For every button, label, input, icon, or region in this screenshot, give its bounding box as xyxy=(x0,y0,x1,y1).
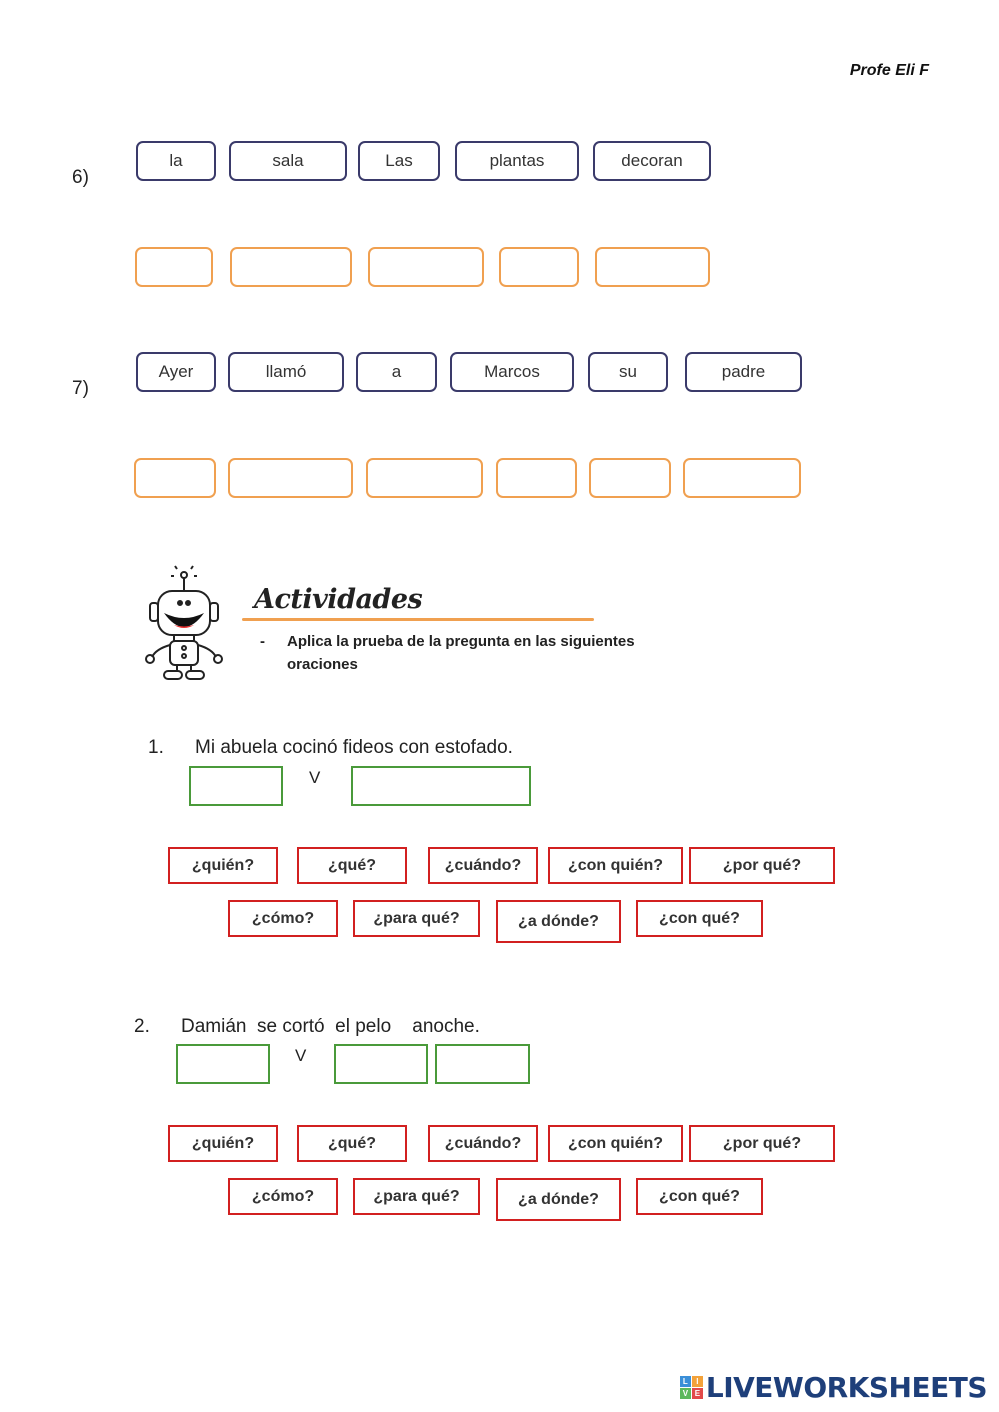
answer-slot[interactable] xyxy=(368,247,484,287)
question-chip[interactable]: ¿para qué? xyxy=(353,1178,480,1215)
robot-illustration xyxy=(142,565,228,683)
answer-box-subject[interactable] xyxy=(189,766,283,806)
question-chip[interactable]: ¿quién? xyxy=(168,1125,278,1162)
word-tile[interactable]: la xyxy=(136,141,216,181)
question-chip[interactable]: ¿cómo? xyxy=(228,1178,338,1215)
question-chip[interactable]: ¿con quién? xyxy=(548,847,683,884)
q1-v-label: V xyxy=(309,768,321,787)
question-chip[interactable]: ¿cómo? xyxy=(228,900,338,937)
instruction-dash: - xyxy=(260,633,265,650)
word-tile[interactable]: Las xyxy=(358,141,440,181)
question-chip[interactable]: ¿a dónde? xyxy=(496,900,621,943)
answer-box-subject[interactable] xyxy=(176,1044,270,1084)
question-chip[interactable]: ¿por qué? xyxy=(689,847,835,884)
instruction-text: Aplica la prueba de la pregunta en las siguientes oraciones xyxy=(287,633,635,673)
question-chip[interactable]: ¿qué? xyxy=(297,1125,407,1162)
live-logo-icon: L I V E xyxy=(680,1376,703,1399)
question-chip[interactable]: ¿con quién? xyxy=(548,1125,683,1162)
question-chip[interactable]: ¿para qué? xyxy=(353,900,480,937)
question-chip[interactable]: ¿a dónde? xyxy=(496,1178,621,1221)
title-underline xyxy=(242,618,594,621)
answer-slot[interactable] xyxy=(589,458,671,498)
word-tile[interactable]: decoran xyxy=(593,141,711,181)
q1-number: 1. xyxy=(148,737,164,758)
question-chip[interactable]: ¿qué? xyxy=(297,847,407,884)
exercise-7-number: 7) xyxy=(72,378,89,399)
answer-slot[interactable] xyxy=(228,458,353,498)
logo-text: LIVEWORKSHEETS xyxy=(705,1371,987,1404)
robot-icon xyxy=(142,565,228,683)
q2-v-label: V xyxy=(295,1046,307,1065)
word-tile[interactable]: sala xyxy=(229,141,347,181)
exercise-6-number: 6) xyxy=(72,167,89,188)
question-chip[interactable]: ¿por qué? xyxy=(689,1125,835,1162)
q1-sentence: Mi abuela cocinó fideos con estofado. xyxy=(195,737,513,758)
answer-box-predicate[interactable] xyxy=(435,1044,530,1084)
word-tile[interactable]: llamó xyxy=(228,352,344,392)
answer-box-predicate[interactable] xyxy=(334,1044,428,1084)
word-tile[interactable]: su xyxy=(588,352,668,392)
answer-slot[interactable] xyxy=(135,247,213,287)
word-tile[interactable]: Marcos xyxy=(450,352,574,392)
answer-slot[interactable] xyxy=(230,247,352,287)
answer-slot[interactable] xyxy=(496,458,577,498)
word-tile[interactable]: plantas xyxy=(455,141,579,181)
liveworksheets-logo xyxy=(680,1371,987,1404)
question-chip[interactable]: ¿con qué? xyxy=(636,900,763,937)
question-chip[interactable]: ¿cuándo? xyxy=(428,847,538,884)
q2-number: 2. xyxy=(134,1016,150,1037)
word-tile[interactable]: a xyxy=(356,352,437,392)
answer-slot[interactable] xyxy=(683,458,801,498)
word-tile[interactable]: padre xyxy=(685,352,802,392)
answer-slot[interactable] xyxy=(595,247,710,287)
answer-slot[interactable] xyxy=(366,458,483,498)
activity-title: Actividades xyxy=(254,584,423,615)
question-chip[interactable]: ¿quién? xyxy=(168,847,278,884)
question-chip[interactable]: ¿con qué? xyxy=(636,1178,763,1215)
answer-box-predicate[interactable] xyxy=(351,766,531,806)
author-name: Profe Eli F xyxy=(849,62,929,79)
question-chip[interactable]: ¿cuándo? xyxy=(428,1125,538,1162)
answer-slot[interactable] xyxy=(499,247,579,287)
q2-sentence: Damián se cortó el pelo anoche. xyxy=(181,1016,480,1037)
word-tile[interactable]: Ayer xyxy=(136,352,216,392)
answer-slot[interactable] xyxy=(134,458,216,498)
